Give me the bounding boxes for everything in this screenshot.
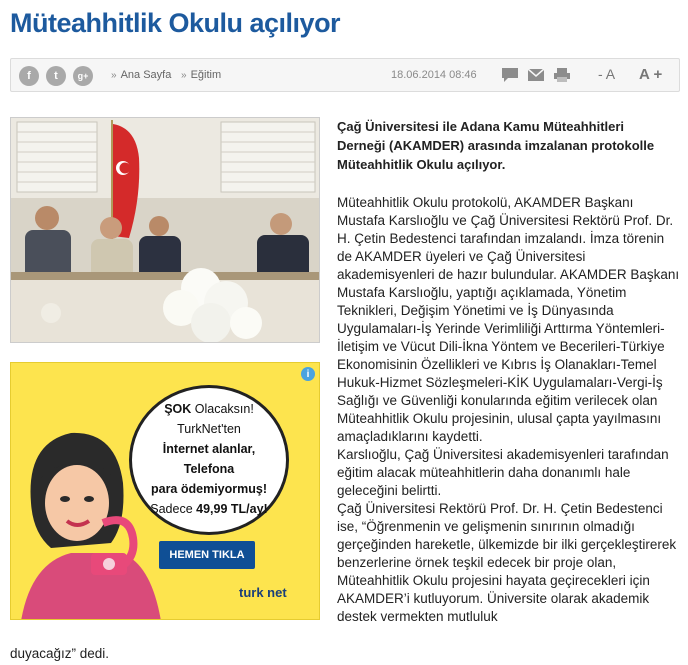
breadcrumb-home[interactable]: » Ana Sayfa [111, 69, 172, 81]
article-paragraph: Karslıoğlu, Çağ Üniversitesi akademisyenleri tarafından eğitim alacak müteahhitlerin daha donanımlı hale geleceğini belirtti. [337, 447, 669, 498]
print-icon[interactable] [553, 67, 571, 83]
article-body [337, 194, 680, 626]
ad-info-icon[interactable]: i [301, 367, 315, 381]
ad-headline: ŞOK Olacaksın! TurkNet'ten İnternet alanlar, Telefona para ödemiyormuş! Sadece 49,99 TL/ay! [150, 402, 268, 516]
breadcrumb-category[interactable]: » Eğitim [181, 69, 222, 81]
turknet-logo: turk net [239, 585, 287, 600]
article-paragraph: Müteahhitlik Okulu protokolü, AKAMDER Başkanı Mustafa Karslıoğlu ve Çağ Üniversitesi Rektörü Prof. Dr. H. Çetin Bedestenci tarafından imzalandı. İmza törenin de AKAMDER üyeleri ve Çağ Üniversitesi akademisyenleri de hazır bulundular. AKAMDER Başkanı Mustafa Karslıoğlu, yaptığı açıklamada, Yönetim Teknikleri, Değişim Yönetimi ve İş Dünyasında Uygulamaları-İş Yerinde Verimliliği Arttırma Yöntemleri-İletişim ve Vücut Dili-İkna Yöntem ve Becerileri-Türkiye Ekonomisinin Özellikleri ve Kıbrıs İş Olanakları-Temel Hukuk-Hizmet Sözleşmeleri-KİK Uygulamaları-Vergi-İş Sağlığı ve Güvenliği konularında eğitim verilecek olan Müteahhitlik Okulu projesinin, ulusal çapta yayılmasını amaçladıklarını kaydetti. [337, 195, 680, 444]
publish-date: 18.06.2014 08:46 [391, 69, 477, 81]
article-lead: Çağ Üniversitesi ile Adana Kamu Müteahhitleri Derneği (AKAMDER) arasında imzalanan protokolle Müteahhitlik Okulu açılıyor. [337, 119, 655, 172]
google-plus-icon[interactable]: g+ [73, 66, 93, 86]
font-larger-button[interactable]: A + [639, 66, 663, 83]
article-title: Müteahhitlik Okulu açılıyor [10, 8, 341, 38]
facebook-icon[interactable]: f [19, 66, 39, 86]
comment-icon[interactable] [501, 67, 519, 83]
twitter-icon[interactable]: t [46, 66, 66, 86]
font-smaller-button[interactable]: - A [598, 66, 616, 82]
ad-cta-button[interactable]: HEMEN TIKLA [159, 541, 255, 569]
breadcrumb-arrow-icon: » [181, 70, 187, 81]
advertisement-banner[interactable] [10, 362, 320, 620]
article-photo [10, 117, 320, 343]
article-toolbar [10, 58, 680, 92]
article-paragraph: Çağ Üniversitesi Rektörü Prof. Dr. H. Çetin Bedestenci ise, “Öğrenmenin ve gelişmenin sınırının olmadığı gerçeğinden hareketle, ülkemizde bir ilki gerçekleştirerek benzerlerine örnek teşkil edecek bir proje olan, Müteahhitlik Okulu projesini hayata geçirecekleri için AKAMDER’i kutluyorum. Üniversite olarak akademik destek vermekten mutluluk [337, 501, 677, 624]
breadcrumb-arrow-icon: » [111, 70, 117, 81]
mail-icon[interactable] [527, 67, 545, 83]
article-paragraph-tail: duyacağız” dedi. [10, 646, 110, 661]
